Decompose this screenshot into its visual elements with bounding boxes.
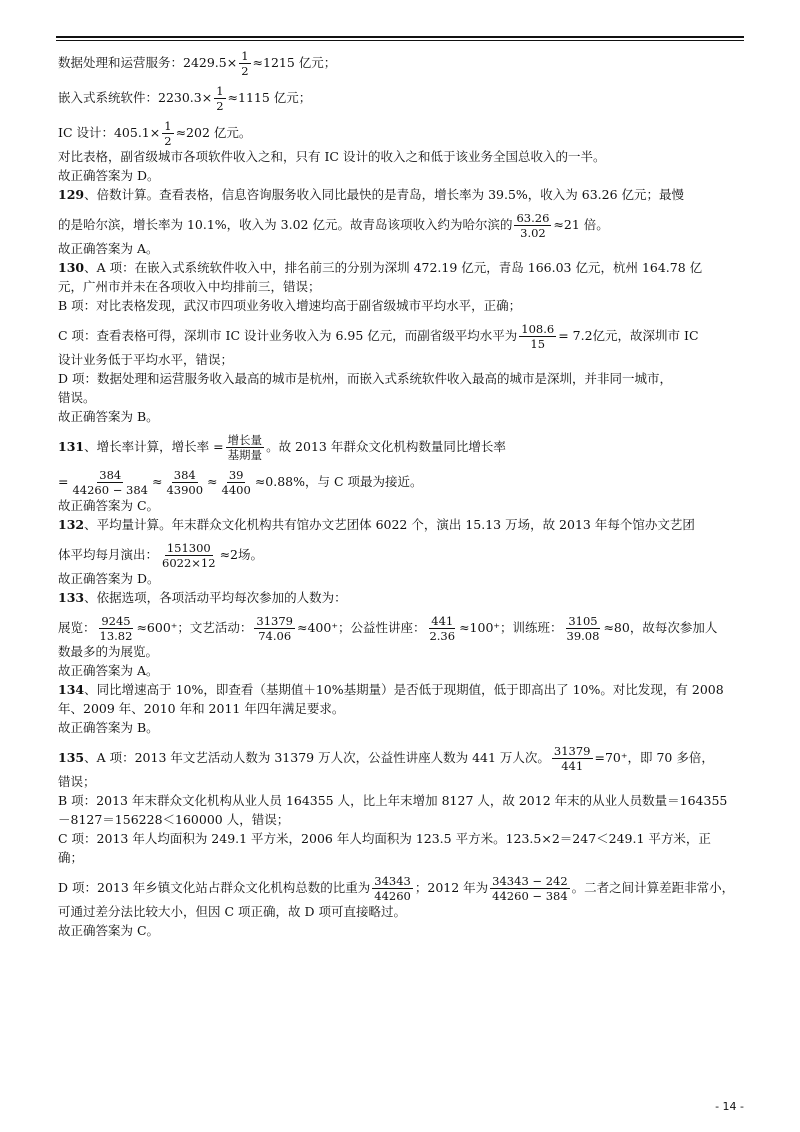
text-line: 对比表格，副省级城市各项软件收入之和，只有 IC 设计的收入之和低于该业务全国总收入的一半。 [58,149,606,164]
fraction: $\frac{63.26}{3.02}$ [516,211,550,240]
question-134: 134、同比增速高于 10%，即查看（基期值＋10%基期量）是否低于现期值，低于即高出了 10%。对比发现，有 2008 [58,682,724,697]
answer-line: 故正确答案为 A。 [58,241,159,256]
text-line: 可通过差分法比较大小，但因 C 项正确，故 D 项可直接略过。 [58,904,406,919]
text-line: －8127＝156228＜160000 人，错误； [58,812,290,827]
fraction: $\frac{108.6}{15}$ [521,322,555,351]
fraction: $\frac{1}{2}$ [216,84,224,113]
fraction: $\frac{384}{43900}$ [166,468,204,497]
fraction: $\frac{1}{2}$ [164,119,172,148]
text-line: D 项：2013 年乡镇文化站占群众文化机构总数的比重为 $\frac{34343}{44260}$ ；2012 年为 $\frac{34343 - 242}{44260 - 384}$ 。二者之间计算差距非常小， [58,874,735,903]
fraction: $\frac{34343 - 242}{44260 - 384}$ [492,874,568,903]
text-line: B 项：2013 年末群众文化机构从业人员 164355 人，比上年末增加 8127 人，故 2012 年末的从业人员数量＝164355 [58,793,728,808]
answer-line: 故正确答案为 C。 [58,498,160,513]
question-129: 129、倍数计算。查看表格，信息咨询服务收入同比最快的是青岛，增长率为 39.5%，收入为 63.26 亿元；最慢 [58,187,685,202]
header-rule-thin [56,40,744,41]
fraction: $\frac{9245}{13.82}$ [99,614,133,643]
text-line: IC 设计：405.1× $\frac{1}{2}$ ≈202 亿元。 [58,119,252,148]
text-line: 设计业务低于平均水平，错误； [58,352,234,367]
question-133: 133、依据选项，各项活动平均每次参加的人数为： [58,590,347,605]
text-line: 错误； [58,774,96,789]
text-line: 的是哈尔滨，增长率为 10.1%，收入为 3.02 亿元。故青岛该项收入约为哈尔滨的 $\frac{63.26}{3.02}$ ≈21 倍。 [58,211,609,240]
text-line: B 项：对比表格发现，武汉市四项业务收入增速均高于副省级城市平均水平，正确； [58,298,522,313]
page-number: - 14 - [715,1100,744,1113]
text-line: D 项：数据处理和运营服务收入最高的城市是杭州，而嵌入式系统软件收入最高的城市是深圳，并非同一城市， [58,371,672,386]
fraction: $\frac{31379}{74.06}$ [256,614,293,643]
text-line: 数据处理和运营服务：2429.5× $\frac{1}{2}$ ≈1215 亿元； [58,49,337,78]
fraction: $\frac{31379}{441}$ [553,744,591,773]
fraction: $\frac{3105}{39.08}$ [566,614,600,643]
text-line: = $\frac{384}{44260 - 384}$ ≈ $\frac{384}{43900}$ ≈ $\frac{39}{4400}$ ≈0.88%，与 C 项最为接近。 [58,468,423,497]
question-132: 132、平均量计算。年末群众文化机构共有馆办文艺团体 6022 个，演出 15.13 万场，故 2013 年每个馆办文艺团 [58,517,695,532]
question-130: 130、A 项：在嵌入式系统软件收入中，排名前三的分别为深圳 472.19 亿元，青岛 166.03 亿元，杭州 164.78 亿 [58,260,703,275]
text-line: 错误。 [58,390,96,405]
text-line: C 项：2013 年人均面积为 249.1 平方米，2006 年人均面积为 123.5 平方米。123.5×2＝247＜249.1 平方米，正 [58,831,711,846]
fraction: $\frac{441}{2.36}$ [429,614,456,643]
fraction: $\frac{1}{2}$ [241,49,249,78]
question-135: 135、A 项：2013 年文艺活动人数为 31379 万人次，公益性讲座人数为 441 万人次。 $\frac{31379}{441}$ =70⁺，即 70 多倍， [58,744,714,773]
text-line: 数最多的为展览。 [58,644,159,659]
text-line: 年、2009 年、2010 年和 2011 年四年满足要求。 [58,701,345,716]
answer-line: 故正确答案为 B。 [58,720,159,735]
text-line: 嵌入式系统软件：2230.3× $\frac{1}{2}$ ≈1115 亿元； [58,84,312,113]
text-line: 元，广州市并未在各项收入中均排前三，错误； [58,279,321,294]
fraction: $\frac{\text{增长量}}{\text{基期量}}$ [227,433,263,462]
answer-line: 故正确答案为 C。 [58,923,160,938]
fraction: $\frac{39}{4400}$ [221,468,251,497]
fraction: $\frac{384}{44260 - 384}$ [72,468,148,497]
answer-line: 故正确答案为 B。 [58,409,159,424]
question-131: 131、增长率计算，增长率 = $\frac{\text{增长量}}{\text{基期量}}$ 。故 2013 年群众文化机构数量同比增长率 [58,433,506,462]
text-line: 确； [58,850,84,865]
answer-line: 故正确答案为 A。 [58,663,159,678]
header-rule-thick [56,36,744,38]
fraction: $\frac{34343}{44260}$ [374,874,411,903]
text-line: 展览： $\frac{9245}{13.82}$ ≈600⁺；文艺活动： $\frac{31379}{74.06}$ ≈400⁺；公益性讲座： $\frac{441}{2.36}$ ≈100⁺；训练班： $\frac{3105}{39.08}$ ≈80，故每次参加人 [58,614,718,643]
page-content [58,42,746,940]
fraction: $\frac{151300}{6022\times 12}$ [162,541,216,570]
text-line: C 项：查看表格可得，深圳市 IC 设计业务收入为 6.95 亿元，而副省级平均水平为 $\frac{108.6}{15}$ = 7.2亿元，故深圳市 IC [58,322,699,351]
text-line: 体平均每月演出： $\frac{151300}{6022\times 12}$ ≈2场。 [58,541,263,570]
answer-line: 故正确答案为 D。 [58,571,160,586]
answer-line: 故正确答案为 D。 [58,168,160,183]
